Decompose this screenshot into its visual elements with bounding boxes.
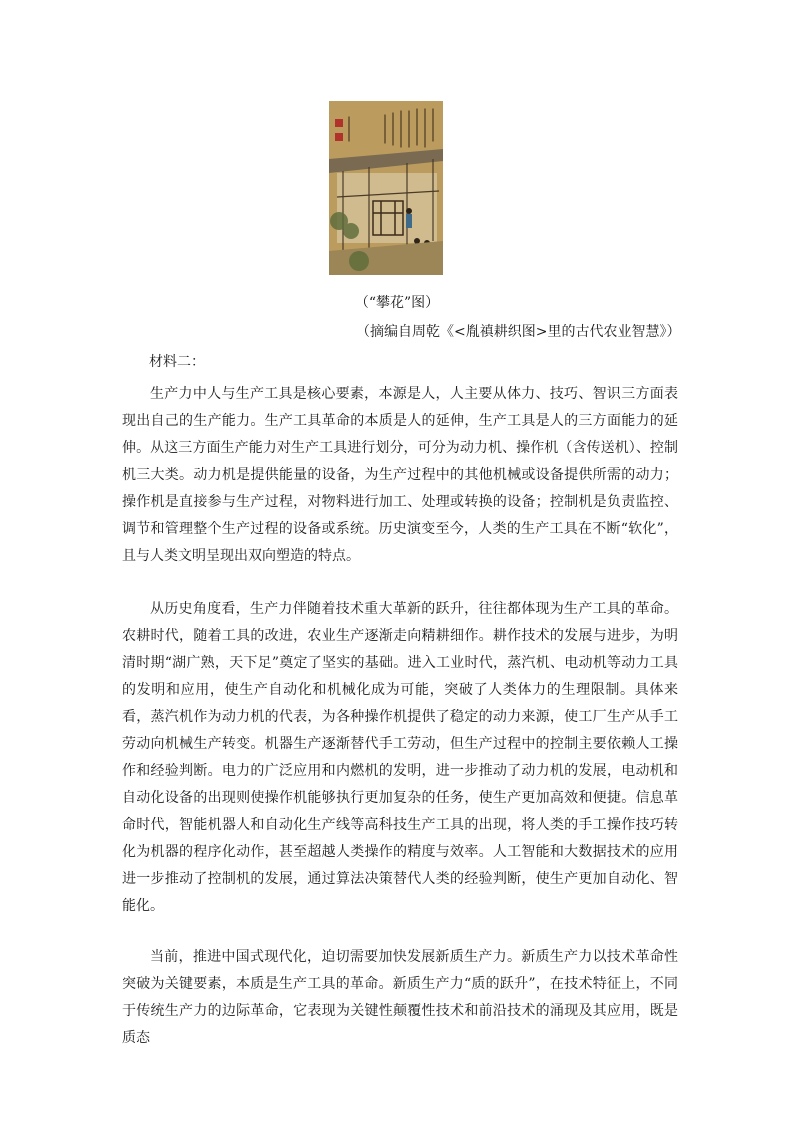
- paragraph: 从历史角度看，生产力伴随着技术重大革新的跃升，往往都体现为生产工具的革命。农耕时代，随着工具的改进，农业生产逐渐走向精耕细作。耕作技术的发展与进步，为明清时期“湖广熟，天下足”奠定了坚实的基础。进入工业时代，蒸汽机、电动机等动力工具的发明和应用，使生产自动化和机械化成为可能，突破了人类体力的生理限制。具体来看，蒸汽机作为动力机的代表，为各种操作机提供了稳定的动力来源，使工厂生产从手工劳动向机械生产转变。机器生产逐渐替代手工劳动，但生产过程中的控制主要依赖人工操作和经验判断。电力的广泛应用和内燃机的发明，进一步推动了动力机的发展，电动机和自动化设备的出现则使操作机能够执行更加复杂的任务，使生产更加高效和便捷。信息革命时代，智能机器人和自动化生产线等高科技生产工具的出现，将人类的手工操作技巧转化为机器的程序化动作，甚至超越人类操作的精度与效率。人工智能和大数据技术的应用进一步推动了控制机的发展，通过算法决策替代人类的经验判断，使生产更加自动化、智能化。: [122, 601, 678, 914]
- painting-image: [329, 101, 443, 275]
- painting-illustration: [329, 101, 443, 275]
- paragraph: 生产力中人与生产工具是核心要素，本源是人，人主要从体力、技巧、智识三方面表现出自己的生产能力。生产工具革命的本质是人的延伸，生产工具是人的三方面能力的延伸。从这三方面生产能力对生产工具进行划分，可分为动力机、操作机（含传送机）、控制机三大类。动力机是提供能量的设备，为生产过程中的其他机械或设备提供所需的动力；操作机是直接参与生产过程，对物料进行加工、处理或转换的设备；控制机是负责监控、调节和管理整个生产过程的设备或系统。历史演变至今，人类的生产工具在不断“软化”，且与人类文明呈现出双向塑造的特点。: [122, 386, 678, 564]
- material-heading: 材料二：: [149, 354, 205, 370]
- figure-source: （摘编自周乾《<胤禛耕织图>里的古代农业智慧》）: [356, 324, 681, 340]
- figure-caption: （“攀花”图）: [354, 295, 440, 311]
- paragraph: 当前，推进中国式现代化，迫切需要加快发展新质生产力。新质生产力以技术革命性突破为关键要素，本质是生产工具的革命。新质生产力“质的跃升”，在技术特征上，不同于传统生产力的边际革命，它表现为关键性颠覆性技术和前沿技术的涌现及其应用，既是质态: [122, 949, 678, 1046]
